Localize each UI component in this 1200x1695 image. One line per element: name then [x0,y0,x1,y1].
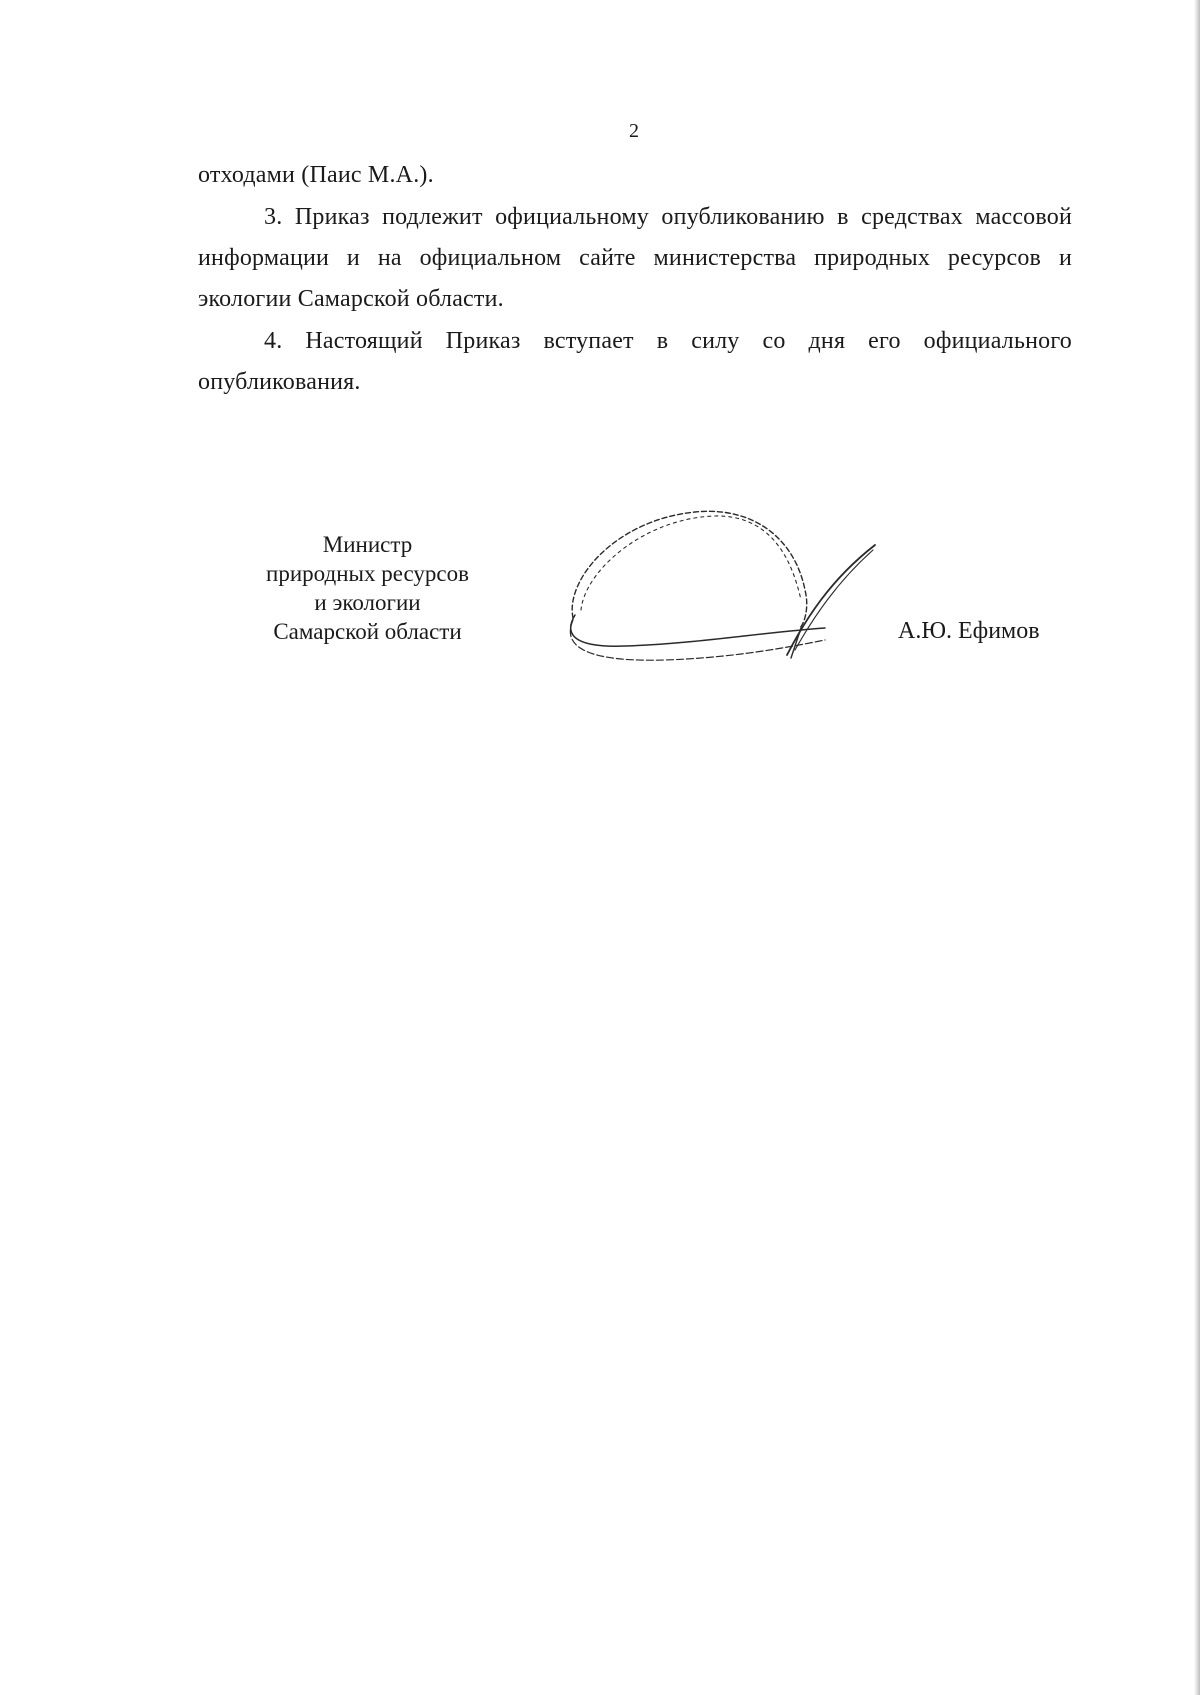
handwritten-signature [555,500,900,670]
scan-edge-shadow [1194,0,1200,1695]
paragraph-item-4: 4. Настоящий Приказ вступает в силу со дня его официального опубликования. [198,328,1072,395]
signatory-title [230,530,505,646]
paragraph-item-3: 3. Приказ подлежит официальному опубликованию в средствах массовой информации и на официальном сайте министерства природных ресурсов и экологии Самарской области. [198,204,1072,312]
signatory-title-line: Министр [322,532,413,557]
signatory-title-line: природных ресурсов [266,561,469,586]
signatory-title-line: и экологии [314,590,421,615]
paragraph-continuation: отходами (Паис М.А.). [198,162,434,188]
document-body [198,155,1072,403]
page-number: 2 [629,120,639,142]
signer-name: А.Ю. Ефимов [898,618,1040,644]
signatory-title-line: Самарской области [273,619,462,644]
